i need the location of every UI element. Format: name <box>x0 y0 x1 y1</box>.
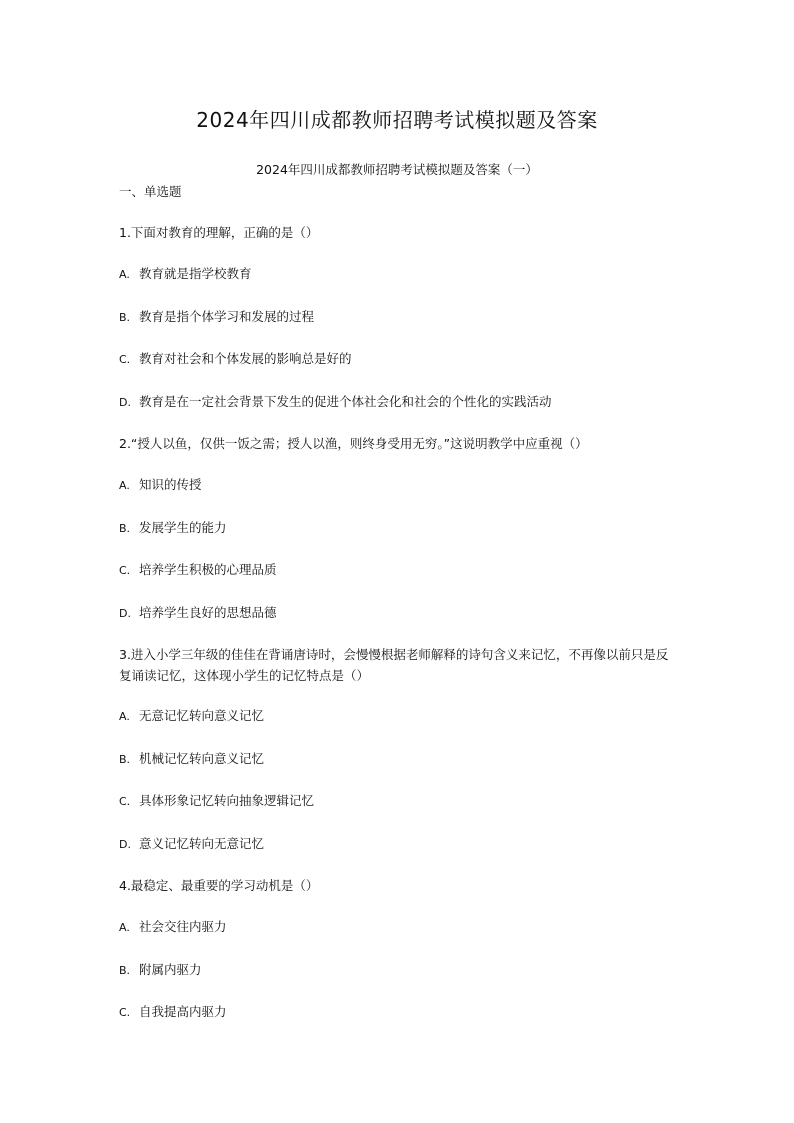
option-letter: A. <box>119 921 130 934</box>
option-letter: C. <box>119 353 131 366</box>
question-stem: 2.“授人以鱼，仅供一饭之需；授人以渔，则终身受用无穷。”这说明教学中应重视（） <box>119 436 588 451</box>
question-stem: 1.下面对教育的理解，正确的是（） <box>119 225 319 240</box>
document-title: 2024年四川成都教师招聘考试模拟题及答案 <box>196 108 598 132</box>
option-letter: D. <box>119 395 131 409</box>
option-letter: A. <box>119 710 130 723</box>
answer-option <box>119 559 679 581</box>
option-letter: C. <box>119 795 131 808</box>
option-letter: B. <box>119 310 131 324</box>
option-text: 附属内驱力 <box>139 961 202 977</box>
option-text: 知识的传授 <box>139 477 202 492</box>
option-text: 教育对社会和个体发展的影响总是好的 <box>139 351 352 366</box>
document-subtitle: 2024年四川成都教师招聘考试模拟题及答案（一） <box>256 162 538 177</box>
question-list <box>119 222 679 1044</box>
question-stem: 3.进入小学三年级的佳佳在背诵唐诗时，会慢慢根据老师解释的诗句含义来记忆，不再像以前只是反复诵读记忆，这体现小学生的记忆特点是（） <box>119 647 669 683</box>
option-text: 培养学生积极的心理品质 <box>139 562 277 577</box>
answer-option <box>119 705 679 727</box>
option-text: 具体形象记忆转向抽象逻辑记忆 <box>139 793 315 808</box>
option-text: 教育就是指学校教育 <box>139 266 252 281</box>
option-text: 社会交往内驱力 <box>139 919 227 934</box>
answer-option <box>119 833 679 855</box>
question-stem: 4.最稳定、最重要的学习动机是（） <box>119 878 319 893</box>
answer-option <box>119 1001 679 1023</box>
option-letter: C. <box>119 1006 131 1019</box>
option-letter: C. <box>119 564 131 577</box>
option-letter: B. <box>119 521 131 535</box>
option-letter: B. <box>119 752 131 766</box>
answer-option <box>119 517 679 539</box>
option-text: 机械记忆转向意义记忆 <box>139 750 265 766</box>
option-text: 发展学生的能力 <box>139 519 227 535</box>
question-item <box>119 433 679 624</box>
answer-option <box>119 790 679 812</box>
option-text: 意义记忆转向无意记忆 <box>139 835 265 851</box>
answer-option <box>119 748 679 770</box>
question-item <box>119 644 679 855</box>
answer-option <box>119 474 679 496</box>
question-item <box>119 222 679 413</box>
answer-option <box>119 959 679 981</box>
option-text: 培养学生良好的思想品德 <box>139 604 277 620</box>
option-text: 教育是在一定社会背景下发生的促进个体社会化和社会的个性化的实践活动 <box>139 393 552 409</box>
option-letter: D. <box>119 606 131 620</box>
option-letter: D. <box>119 837 131 851</box>
option-text: 教育是指个体学习和发展的过程 <box>139 308 315 324</box>
answer-option <box>119 263 679 285</box>
option-text: 无意记忆转向意义记忆 <box>139 708 265 723</box>
answer-option <box>119 348 679 370</box>
option-letter: B. <box>119 963 131 977</box>
section-heading: 一、单选题 <box>119 184 182 199</box>
option-letter: A. <box>119 268 130 281</box>
question-item <box>119 875 679 1023</box>
answer-option <box>119 391 679 413</box>
option-letter: A. <box>119 479 130 492</box>
answer-option <box>119 916 679 938</box>
answer-option <box>119 306 679 328</box>
answer-option <box>119 602 679 624</box>
option-text: 自我提高内驱力 <box>139 1004 227 1019</box>
